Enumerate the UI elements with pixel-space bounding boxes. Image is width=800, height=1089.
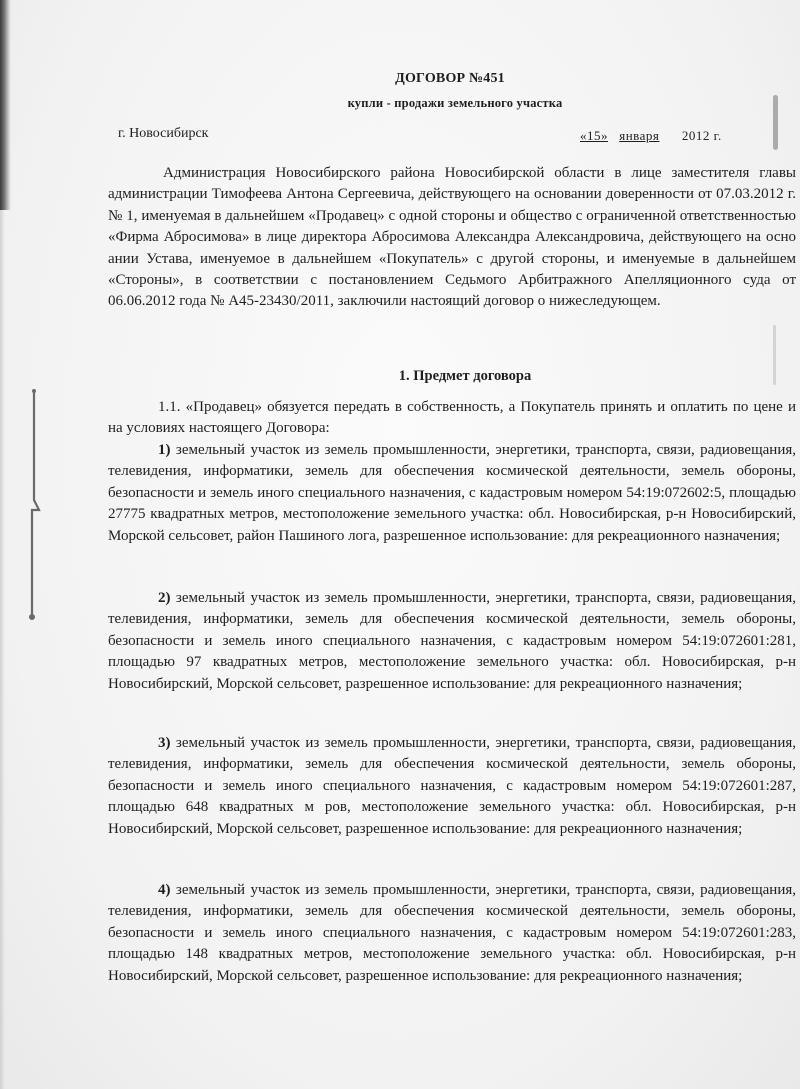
- document-title: ДОГОВОР №451: [395, 71, 505, 86]
- item-number: 1): [158, 442, 171, 458]
- land-plot-item: [108, 733, 796, 840]
- item-text: земельный участок из земель промышленности, энергетики, транспорта, связи, радиовещания, телевидения, информатики, земель для обеспечения космической деятельности, земель обороны, безопасности и земель иного специального назначения, с кадастровым номером 54:19:072602:5, площадью 27775 квадратных метров, местоположение земельного участка: обл. Новосибирская, р-н Новосибирский, Морской сельсовет, район Пашиного лога, разрешенное использование: для рекреационного назначения;: [108, 442, 797, 544]
- item-number: 2): [158, 590, 171, 606]
- item-text: земельный участок из земель промышленности, энергетики, транспорта, связи, радиовещания, телевидения, информатики, земель для обеспечения космической деятельности, земель обороны, безопасности и земель иного специального назначения, с кадастровым номером 54:19:072601:287, площадью 648 квадратных м ров, местоположение земельного участка: обл. Новосибирская, р-н Новосибирский, Морской сельсовет, разрешенное использование: для рекреационного назначения;: [108, 735, 797, 837]
- land-plot-item: [108, 588, 796, 695]
- margin-bracket-mark: [28, 385, 42, 625]
- document-subtitle: купли - продажи земельного участка: [347, 96, 563, 110]
- item-text: земельный участок из земель промышленности, энергетики, транспорта, связи, радиовещания, телевидения, информатики, земель для обеспечения космической деятельности, земель обороны, безопасности и земель иного специального назначения, с кадастровым номером 54:19:072601:281, площадью 97 квадратных метров, местоположение земельного участка: обл. Новосибирская, р-н Новосибирский, Морской сельсовет, разрешенное использование: для рекреационного назначения;: [108, 590, 797, 692]
- section-heading: 1. Предмет договора: [398, 368, 532, 384]
- intro-paragraph: Администрация Новосибирского района Новосибирской области в лице заместителя главы администрации Тимофеева Антона Сергеевича, действующего на основании доверенности от 07.03.2012 г. № 1, именуемая в дальнейшем «Продавец» с одной стороны и общество с ограниченной ответственностью «Фирма Абросимова» в лице директора Абросимова Александра Александровича, действующего на осно ании Устава, именуемое в дальнейшем «Покупатель» с другой стороны, и именуемые в дальнейшем «Стороны», в соответствии с постановлением Седьмого Арбитражного Апелляционного суда от 06.06.2012 года № А45-23430/2011, заключили настоящий договор о нижеследующем.: [108, 165, 796, 310]
- clause-1-1: 1.1. «Продавец» обязуется передать в собственность, а Покупатель принять и оплатить по цене и на условиях настоящего Договора:: [108, 399, 796, 436]
- date-year: 2012 г.: [681, 128, 722, 143]
- contract-date: [580, 128, 722, 144]
- date-month: января: [619, 128, 660, 143]
- land-plot-item: [108, 440, 796, 547]
- item-text: земельный участок из земель промышленности, энергетики, транспорта, связи, радиовещания, телевидения, информатики, земель для обеспечения космической деятельности, земель обороны, безопасности и земель иного специального назначения, с кадастровым номером 54:19:072601:283, площадью 148 квадратных метров, местоположение земельного участка: обл. Новосибирская, р-н Новосибирский, Морской сельсовет, разрешенное использование: для рекреационного назначения;: [108, 882, 797, 984]
- page-edge-shadow: [0, 210, 5, 1089]
- item-number: 4): [158, 882, 171, 898]
- item-number: 3): [158, 735, 171, 751]
- land-plot-item: [108, 880, 796, 987]
- city-label: г. Новосибирск: [118, 126, 209, 141]
- date-day: «15»: [580, 128, 608, 143]
